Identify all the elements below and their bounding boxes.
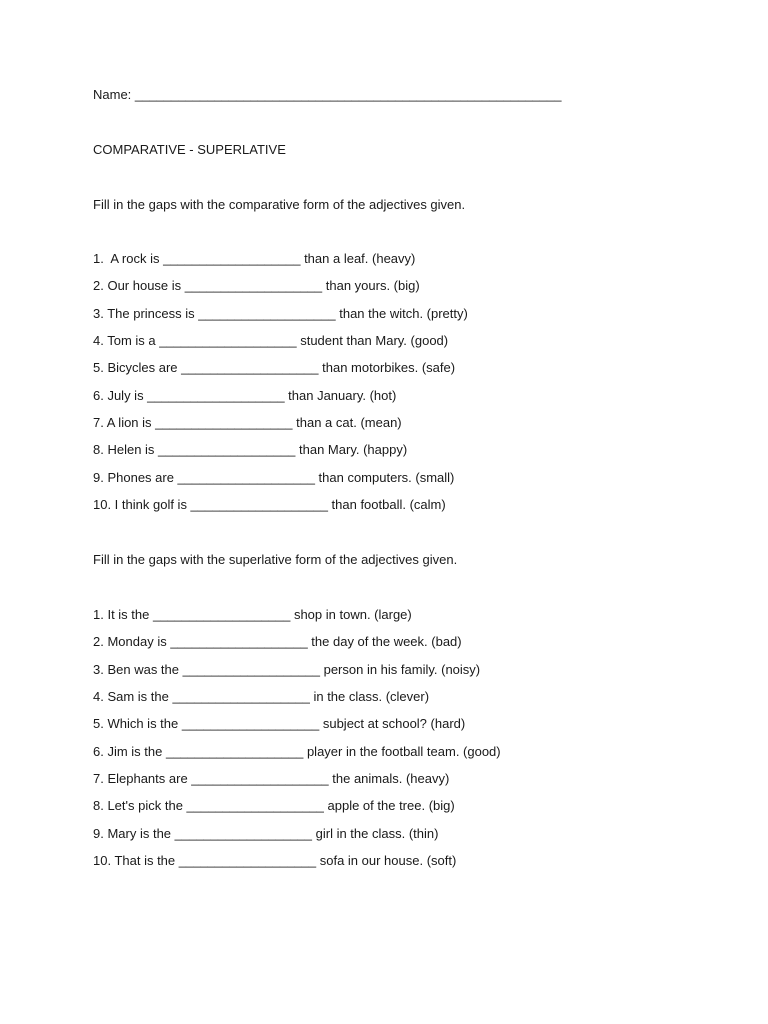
comparative-item-10: 10. I think golf is ___________________ than football. (calm) [93,497,446,513]
superlative-instruction: Fill in the gaps with the superlative form of the adjectives given. [93,552,458,567]
comparative-exercise-list [93,251,468,524]
superlative-item-10: 10. That is the ___________________ sofa in our house. (soft) [93,853,457,869]
superlative-item-2: 2. Monday is ___________________ the day of the week. (bad) [93,634,462,650]
superlative-item-6: 6. Jim is the ___________________ player in the football team. (good) [93,743,501,759]
worksheet-title: COMPARATIVE - SUPERLATIVE [93,142,286,157]
comparative-item-7: 7. A lion is ___________________ than a cat. (mean) [93,415,402,431]
superlative-item-4: 4. Sam is the ___________________ in the class. (clever) [93,689,430,705]
superlative-item-7: 7. Elephants are ___________________ the animals. (heavy) [93,771,450,787]
comparative-item-8: 8. Helen is ___________________ than Mary. (happy) [93,442,408,458]
comparative-item-2: 2. Our house is ___________________ than yours. (big) [93,278,420,294]
comparative-instruction: Fill in the gaps with the comparative form of the adjectives given. [93,197,466,212]
comparative-item-6: 6. July is ___________________ than January. (hot) [93,387,397,403]
superlative-item-3: 3. Ben was the ___________________ person in his family. (noisy) [93,661,481,677]
superlative-item-8: 8. Let's pick the ___________________ apple of the tree. (big) [93,798,455,814]
comparative-item-1: 1. A rock is ___________________ than a leaf. (heavy) [93,251,416,266]
name-field-line: Name: ___________________________________________________________ [93,87,562,102]
superlative-item-1: 1. It is the ___________________ shop in town. (large) [93,607,412,622]
superlative-exercise-list [93,607,501,880]
superlative-item-5: 5. Which is the ___________________ subject at school? (hard) [93,716,466,732]
comparative-item-4: 4. Tom is a ___________________ student than Mary. (good) [93,333,449,349]
comparative-item-3: 3. The princess is ___________________ than the witch. (pretty) [93,305,468,321]
superlative-item-9: 9. Mary is the ___________________ girl in the class. (thin) [93,825,439,841]
comparative-item-9: 9. Phones are ___________________ than computers. (small) [93,469,455,485]
comparative-item-5: 5. Bicycles are ___________________ than motorbikes. (safe) [93,360,456,376]
